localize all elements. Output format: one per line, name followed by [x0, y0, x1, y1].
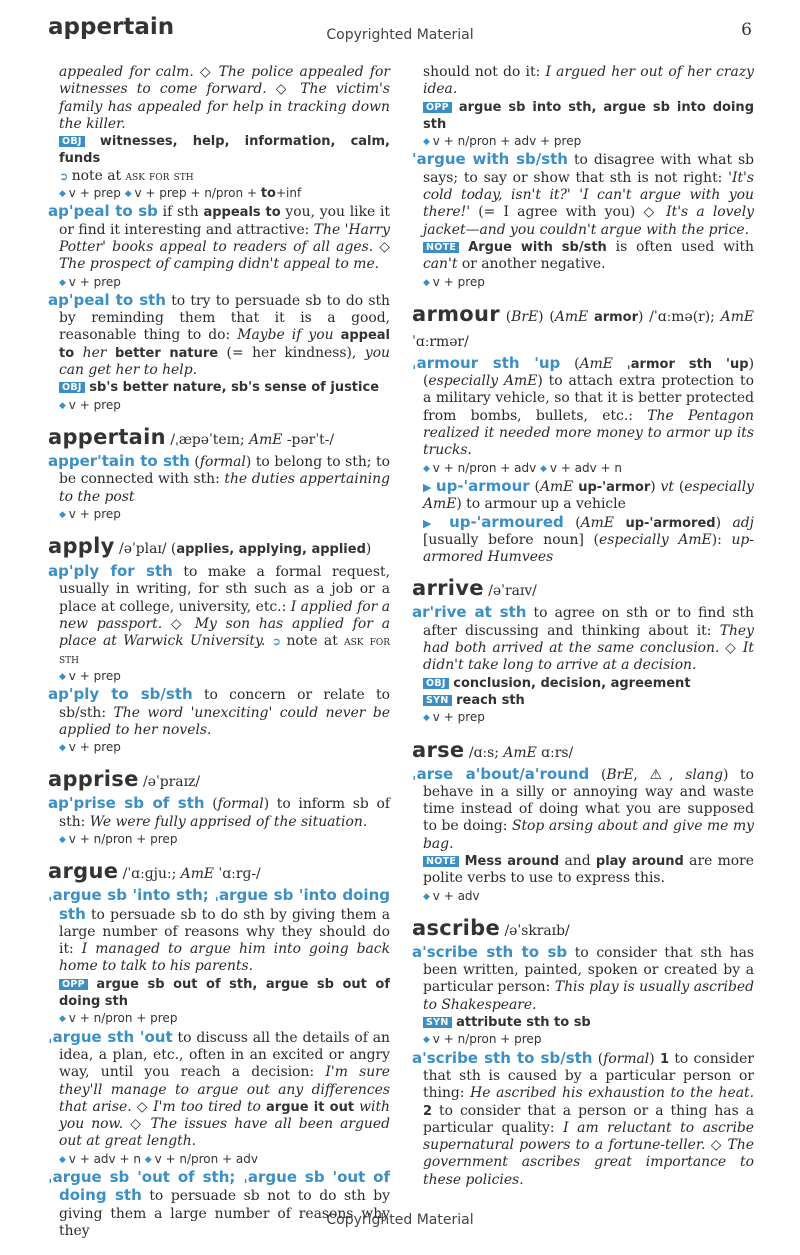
grammar-pattern — [48, 668, 390, 686]
text-run: We were fully apprised of the situation. — [89, 813, 368, 830]
text-run: applies, applying, applied — [176, 542, 366, 558]
entry-note — [48, 379, 390, 396]
text-run: to disagree with what sb says; to say or show that sth is not right: — [423, 152, 754, 186]
text-run: (= I agree with you) — [470, 204, 644, 221]
text-run: v + n/pron + prep — [68, 1011, 178, 1026]
entry-note — [412, 99, 754, 134]
text-run: I argued her out of her crazy idea. — [423, 64, 754, 98]
grammar-pattern — [48, 739, 390, 757]
phrasal-verb: ap'prise sb of sth — [48, 794, 205, 813]
phrasal-verb-sense — [48, 1029, 390, 1151]
text-run: to concern or relate to sb/sth: — [59, 687, 390, 721]
phrasal-verb-sense — [412, 151, 754, 238]
label-badge: OBJ — [423, 678, 449, 689]
text-run: to make a formal request, usually in writing, for sth such as a job or a place at college, university, etc.: — [59, 564, 391, 615]
text-run: you, you like it or find it interesting and attractive: — [59, 204, 391, 238]
grammar-pattern — [48, 831, 390, 849]
text-run: ) ( — [538, 308, 555, 325]
text-run: adj — [732, 514, 754, 531]
text-run: Argue with sb/sth — [459, 239, 607, 255]
phrasal-verb-sense — [412, 604, 754, 674]
entry-note — [48, 133, 390, 168]
page-number: 6 — [741, 20, 752, 40]
text-run: +inf — [275, 186, 302, 201]
text-run: ) to armour up a vehicle — [456, 496, 626, 513]
text-run: you can get her to help. — [59, 344, 391, 379]
phrasal-verb: ap'peal to sth — [48, 290, 166, 309]
grammar-pattern — [412, 460, 754, 478]
text-run: /əˈraɪv/ — [483, 583, 537, 600]
text-run: especially AmE — [423, 478, 754, 513]
text-run: ˌarmor sth 'up — [626, 356, 749, 372]
phrasal-verb: ˌargue sb 'into sth; ˌargue sb 'into doing sth — [48, 886, 390, 923]
text-run: v + prep — [68, 740, 121, 755]
text-run: and — [559, 852, 596, 869]
text-run: with you now. ◇ The issues have all been argued out at great length. — [59, 1098, 390, 1150]
text-run: ) ( — [423, 355, 754, 390]
text-run: is often used with — [606, 238, 754, 255]
diamond-bullet-icon: ◆ — [423, 891, 433, 902]
text-run: -pərˈt-/ — [282, 431, 335, 448]
text-run: ◇ It's a lovely jacket—and you couldn't argue with the price. — [423, 204, 755, 238]
text-run: v + n/pron + adv — [154, 1151, 258, 1166]
headword: armour — [412, 301, 500, 326]
left-column — [48, 64, 390, 1240]
text-run: up-armored Humvees — [423, 531, 754, 566]
text-run: He ascribed his exhaustion to the heat. — [470, 1085, 754, 1102]
phrasal-verb: ˌarmour sth 'up — [412, 353, 561, 372]
text-run: I managed to argue him into going back home to talk to his parents. — [59, 941, 390, 975]
phrasal-verb-sense — [48, 292, 390, 379]
entry-headword — [412, 916, 754, 943]
label-badge: OPP — [423, 102, 452, 113]
diamond-bullet-icon: ◆ — [423, 1035, 433, 1046]
grammar-pattern — [48, 506, 390, 524]
headword: arse — [412, 737, 465, 762]
text-run: AmE — [249, 431, 283, 448]
entry-note — [412, 692, 754, 709]
text-run: better nature — [114, 345, 219, 361]
grammar-pattern — [48, 185, 390, 203]
text-run: ( — [529, 478, 540, 495]
text-run: argue it out — [266, 1099, 355, 1115]
grammar-pattern — [48, 397, 390, 415]
grammar-pattern — [48, 274, 390, 292]
entry-headword — [412, 302, 754, 354]
text-run: AmE — [579, 355, 613, 372]
entry-note — [412, 64, 754, 99]
entry-note — [412, 239, 754, 274]
phrasal-verb: a'scribe sth to sb/sth — [412, 1048, 593, 1067]
text-run: attribute sth to sb — [451, 1015, 591, 1031]
phrasal-verb: apper'tain to sth — [48, 451, 190, 470]
diamond-bullet-icon: ◆ — [144, 1154, 155, 1165]
text-run: The word 'unexciting' could never be applied to her novels. — [59, 704, 390, 738]
text-run: appeals to — [203, 205, 281, 221]
entry-note — [48, 976, 390, 1011]
text-run: are more polite verbs to use to express this. — [423, 852, 754, 887]
text-run: ) to behave in a silly or annoying way and waste time instead of doing what you are supposed to be doing: — [423, 766, 754, 835]
label-badge: OBJ — [59, 382, 85, 393]
entry-note — [412, 1014, 754, 1031]
text-run: should not do it: — [423, 64, 546, 80]
text-run: formal — [603, 1050, 650, 1067]
text-run: The Pentagon realized it needed more money to armor up its trucks. — [423, 407, 754, 459]
page-header — [0, 0, 800, 64]
label-badge: NOTE — [423, 856, 459, 867]
phrasal-verb-sense — [412, 766, 754, 853]
diamond-bullet-icon: ◆ — [423, 137, 433, 148]
text-run: v + prep — [432, 274, 485, 289]
text-run: to — [260, 186, 276, 202]
entry-note — [412, 853, 754, 888]
text-run: ) to inform sb of sth: — [59, 796, 390, 830]
text-run: BrE — [511, 308, 539, 325]
text-run: /əˈplaɪ/ ( — [114, 541, 177, 558]
text-run: note at — [286, 633, 345, 650]
phrasal-verb-sense — [412, 355, 754, 460]
text-run: play around — [595, 853, 684, 869]
phrasal-verb: ap'ply for sth — [48, 562, 173, 581]
text-run: AmE — [720, 308, 754, 325]
text-run: (= her kindness), — [218, 344, 365, 361]
entry-headword — [48, 425, 390, 452]
text-run: appeal to — [59, 328, 390, 361]
text-run: AmE — [580, 514, 614, 531]
text-run: I applied for a new passport. ◇ My son has applied for a place at Warwick University. — [59, 598, 390, 650]
headword: apprise — [48, 767, 139, 792]
text-run: v + n/pron + adv — [432, 460, 541, 475]
text-run: ˈɑːrɡ-/ — [214, 866, 261, 883]
text-run: /ɑːs; — [464, 744, 504, 761]
diamond-bullet-icon: ◆ — [423, 463, 433, 474]
text-run — [613, 356, 627, 372]
headword: arrive — [412, 576, 484, 601]
text-run: /əˈpraɪz/ — [138, 774, 201, 791]
headword: argue — [48, 859, 119, 884]
text-run: 1 — [659, 1051, 670, 1067]
diamond-bullet-icon: ◆ — [124, 189, 135, 200]
text-run: vt — [660, 478, 674, 495]
entry-headword — [412, 738, 754, 765]
text-run: ) — [650, 478, 661, 495]
text-run: [usually before noun] ( — [423, 531, 599, 548]
phrasal-verb-sense — [48, 203, 390, 273]
text-run: v + n/pron + prep — [432, 1032, 542, 1047]
phrasal-verb-sense — [412, 1050, 754, 1189]
text-run: /ˌæpəˈteɪn; — [165, 431, 250, 448]
diamond-bullet-icon: ◆ — [59, 277, 69, 288]
text-run — [614, 515, 625, 531]
text-run: to consider that sth has been written, painted, spoken or created by a particular person: — [423, 944, 754, 996]
text-run: ( — [499, 308, 512, 325]
phrasal-verb: ap'ply to sb/sth — [48, 685, 193, 704]
phrasal-verb-sense — [412, 944, 754, 1014]
text-run: v + adv + n — [549, 460, 622, 475]
phrasal-verb-sense — [48, 453, 390, 506]
text-run: slang — [685, 766, 723, 783]
cross-reference-arrow-icon: ▶ — [423, 480, 436, 494]
text-run: formal — [217, 796, 264, 813]
phrasal-verb: up-'armoured — [449, 512, 564, 531]
text-run: appealed for calm. ◇ The police appealed for witnesses to come forward. ◇ The victim's family has appealed for help in tracking down the killer. — [59, 64, 390, 132]
text-run: v + prep — [68, 668, 121, 683]
label-badge: SYN — [423, 695, 452, 706]
text-run: argue sb out of sth, argue sb out of doing sth — [59, 976, 390, 1010]
diamond-bullet-icon: ◆ — [423, 277, 433, 288]
text-run: especially AmE — [428, 373, 538, 390]
right-column — [412, 64, 754, 1189]
text-run: Maybe if you — [237, 327, 341, 344]
text-run: if sth — [157, 204, 204, 221]
label-badge: NOTE — [423, 242, 459, 253]
text-run: or another negative. — [457, 256, 606, 273]
text-run: Mess around — [459, 853, 560, 869]
text-run: ask for sth — [125, 168, 194, 184]
text-run: /ˈɑːɡjuː; — [118, 866, 181, 883]
phrasal-verb: ap'peal to sb — [48, 202, 158, 221]
text-run: note at — [71, 167, 126, 184]
diamond-bullet-icon: ◆ — [59, 671, 69, 682]
grammar-pattern — [412, 133, 754, 151]
text-run: BrE — [606, 766, 634, 783]
headword: ascribe — [412, 915, 501, 940]
text-run: sb's better nature, sb's sense of justice — [84, 380, 380, 396]
text-run: /əˈskraɪb/ — [500, 922, 570, 939]
text-run: They had both arrived at the same conclusion. ◇ It didn't take long to arrive at a decision. — [423, 622, 754, 674]
text-run: to discuss all the details of an idea, a plan, etc., often in an excited or angry way, until you reach a decision: — [59, 1029, 391, 1081]
text-run: to agree on sth or to find sth after discussing and thinking about it: — [423, 605, 754, 639]
grammar-pattern — [412, 274, 754, 292]
text-run: conclusion, decision, agreement — [448, 675, 691, 691]
diamond-bullet-icon: ◆ — [423, 713, 433, 724]
text-run: AmE — [539, 478, 574, 495]
phrasal-verb: 'argue with sb/sth — [412, 150, 568, 169]
text-run: ) — [365, 541, 372, 558]
label-badge: OBJ — [59, 136, 85, 147]
grammar-pattern — [48, 1010, 390, 1028]
phrasal-verb: ˌarse a'bout/a'round — [412, 764, 590, 783]
entry-headword — [48, 534, 390, 562]
phrasal-verb: ar'rive at sth — [412, 603, 527, 622]
text-run: up-'armored — [625, 515, 716, 531]
text-run: to consider that a person or a thing has a particular quality: — [423, 1102, 754, 1136]
text-run: ask for sth — [59, 634, 390, 667]
text-run: I am reluctant to ascribe supernatural powers to a fortune-teller. ◇ The government ascribes great importance to these policies. — [423, 1119, 755, 1188]
text-run: AmE — [554, 308, 589, 325]
phrasal-verb: ˌargue sb 'out of sth; ˌargue sb 'out of doing sth — [48, 1168, 390, 1205]
entry-headword — [48, 859, 390, 886]
entry-note — [412, 675, 754, 692]
text-run: ) — [649, 1050, 660, 1067]
text-run: 'It's cold today, isn't it?' 'I can't argue with you there!' — [423, 169, 754, 221]
text-run: the duties appertaining to the post — [59, 471, 391, 505]
phrasal-verb-sense — [48, 686, 390, 739]
text-run: armor — [593, 309, 639, 325]
diamond-bullet-icon: ◆ — [540, 463, 550, 474]
diamond-bullet-icon: ◆ — [59, 400, 69, 411]
copyright-notice-bottom: Copyrighted Material — [326, 1212, 474, 1228]
label-badge: OPP — [59, 979, 88, 990]
cross-reference-arrow-icon: ▶ — [423, 516, 450, 530]
phrasal-verb: up-'armour — [435, 476, 530, 495]
text-run: especially AmE — [598, 531, 712, 548]
text-run: ( — [592, 1050, 604, 1067]
text-run: reach sth — [451, 692, 525, 708]
text-run: v + prep — [432, 710, 485, 725]
text-run: ) to attach extra protection to a military vehicle, so that it is better protected from bombs, bullets, etc.: — [423, 373, 754, 424]
text-run: v + prep + n/pron + — [134, 186, 261, 201]
grammar-pattern — [412, 1031, 754, 1049]
text-run: 2 — [423, 1103, 433, 1119]
text-run: can't — [423, 256, 458, 273]
phrasal-verb-sense — [48, 887, 390, 975]
cross-reference-arrow-icon: ➲ — [271, 635, 287, 649]
text-run: v + prep — [68, 274, 121, 289]
headword: appertain — [48, 424, 166, 449]
text-run: v + prep — [68, 397, 121, 412]
text-run: ): — [711, 531, 732, 548]
text-run: to try to persuade sb to do sth by reminding them that it is a good, reasonable thing to do: — [59, 292, 390, 344]
entry-note — [48, 168, 390, 185]
text-run: her — [74, 344, 115, 361]
text-run: ) to belong to sth; to be connected with sth: — [59, 453, 390, 488]
text-run: v + adv + n — [68, 1151, 145, 1166]
diamond-bullet-icon: ◆ — [59, 189, 69, 200]
text-run: ( — [560, 355, 580, 372]
entry-headword — [48, 767, 390, 794]
phrasal-verb-sense — [48, 563, 390, 668]
grammar-pattern — [412, 709, 754, 727]
text-run: v + prep — [68, 506, 121, 521]
text-run: AmE — [503, 744, 537, 761]
text-run: ( — [589, 766, 607, 783]
text-run: to consider that sth is caused by a particular person or thing: — [423, 1050, 754, 1102]
text-run: The 'Harry Potter' books appeal to readers of all ages. ◇ The prospect of camping didn't appeal to me. — [59, 221, 390, 273]
phrasal-verb-sense — [48, 1169, 390, 1240]
text-run: AmE — [180, 866, 215, 883]
text-run: , ⚠, — [633, 766, 686, 783]
text-run: ( — [189, 453, 200, 470]
diamond-bullet-icon: ◆ — [59, 509, 69, 520]
text-run: ) — [715, 514, 733, 531]
guide-word: appertain — [48, 14, 175, 40]
text-run: I'm sure they'll manage to argue out any differences that arise. ◇ I'm too tired to — [59, 1064, 391, 1115]
text-run: v + prep — [68, 186, 125, 201]
text-run: witnesses, help, information, calm, funds — [59, 134, 390, 167]
entry-note — [412, 478, 754, 514]
text-run: argue sb into sth, argue sb into doing sth — [423, 99, 754, 132]
text-run: v + n/pron + adv + prep — [432, 134, 582, 149]
headword: apply — [48, 534, 115, 559]
text-run: Stop arsing about and give me my bag. — [423, 818, 754, 852]
text-run: to persuade sb not to do sth by giving them a large number of reasons why they — [59, 1188, 390, 1239]
grammar-pattern — [48, 1151, 390, 1169]
text-run: ( — [563, 514, 581, 531]
text-run: formal — [199, 453, 246, 470]
text-run: ) /ˈɑːmə(r); — [638, 308, 721, 325]
text-run: to persuade sb to do sth by giving them a large number of reasons why they should do it: — [59, 906, 390, 958]
text-run: v + adv — [432, 888, 480, 903]
phrasal-verb: a'scribe sth to sb — [412, 942, 568, 961]
label-badge: SYN — [423, 1017, 452, 1028]
text-run: ˈɑːrmər/ — [412, 333, 469, 350]
copyright-notice-top: Copyrighted Material — [326, 27, 474, 43]
diamond-bullet-icon: ◆ — [59, 834, 69, 845]
text-run: v + n/pron + prep — [68, 831, 178, 846]
text-run: ( — [204, 796, 218, 813]
text-run: up-'armor — [578, 479, 651, 495]
entry-note — [48, 64, 390, 133]
cross-reference-arrow-icon: ➲ — [59, 169, 72, 183]
diamond-bullet-icon: ◆ — [59, 1014, 69, 1025]
phrasal-verb-sense — [48, 795, 390, 831]
entry-headword — [412, 576, 754, 603]
grammar-pattern — [412, 888, 754, 906]
text-run: ɑːrs/ — [536, 744, 574, 761]
text-run: This play is usually ascribed to Shakespeare. — [423, 979, 754, 1013]
text-run: ( — [673, 478, 685, 495]
phrasal-verb: ˌargue sth 'out — [48, 1027, 173, 1046]
diamond-bullet-icon: ◆ — [59, 743, 69, 754]
entry-note — [412, 514, 754, 567]
diamond-bullet-icon: ◆ — [59, 1154, 69, 1165]
